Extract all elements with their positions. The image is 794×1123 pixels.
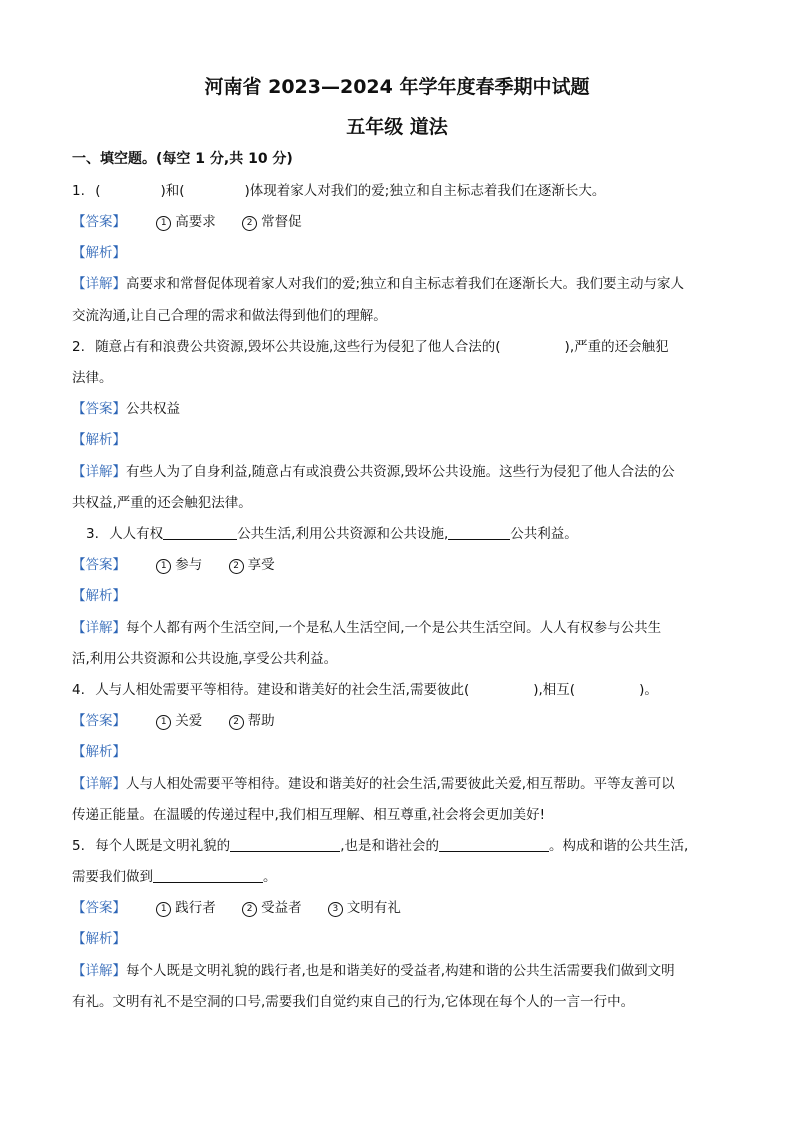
- question-5-cont: 需要我们做到 。: [72, 869, 277, 885]
- circled-number: 1: [156, 216, 171, 231]
- answer-underline: [448, 525, 510, 540]
- analysis-label: 【解析】: [72, 432, 126, 448]
- page-title: 河南省 2023—2024 年学年度春季期中试题: [204, 76, 590, 98]
- circled-number: 1: [156, 902, 171, 917]
- answer-item: 1 践行者: [156, 899, 216, 917]
- question-5: 5. 每个人既是文明礼貌的 ,也是和谐社会的 。构成和谐的公共生活,: [72, 838, 689, 854]
- question-2-cont: 法律。: [72, 370, 113, 386]
- answer-item: 2 享受: [229, 556, 275, 574]
- detail-line: 交流沟通,让自己合理的需求和做法得到他们的理解。: [72, 308, 387, 324]
- answer-row: [72, 213, 302, 231]
- circled-number: 1: [156, 559, 171, 574]
- answer-item: 2 受益者: [242, 899, 302, 917]
- answer-row: [72, 556, 275, 574]
- answer-label: 【答案】: [72, 214, 126, 230]
- detail-line: 【详解】每个人既是文明礼貌的践行者,也是和谐美好的受益者,构建和谐的公共生活需要我们做到文明: [72, 963, 675, 979]
- detail-line: 【详解】每个人都有两个生活空间,一个是私人生活空间,一个是公共生活空间。人人有权参与公共生: [72, 620, 662, 636]
- analysis-label: 【解析】: [72, 245, 126, 261]
- circled-number: 1: [156, 715, 171, 730]
- answer-label: 【答案】: [72, 900, 126, 916]
- answer-item: 2 常督促: [242, 213, 302, 231]
- answer-label: 【答案】: [72, 713, 126, 729]
- detail-line: 【详解】有些人为了自身利益,随意占有或浪费公共资源,毁坏公共设施。这些行为侵犯了他人合法的公: [72, 464, 675, 480]
- question-number: 2.: [72, 339, 85, 355]
- answer-item: 1 高要求: [156, 213, 216, 231]
- question-1: 1. ( )和( )体现着家人对我们的爱;独立和自主标志着我们在逐渐长大。: [72, 183, 606, 199]
- detail-line: 共权益,严重的还会触犯法律。: [72, 495, 252, 511]
- question-3: 3. 人人有权 公共生活,利用公共资源和公共设施, 公共利益。: [86, 526, 578, 542]
- analysis-label: 【解析】: [72, 931, 126, 947]
- answer-label: 【答案】: [72, 557, 126, 573]
- answer-row: [72, 712, 275, 730]
- answer-item: 2 帮助: [229, 712, 275, 730]
- question-number: 1.: [72, 183, 85, 199]
- answer-item: 3 文明有礼: [328, 899, 401, 917]
- analysis-label: 【解析】: [72, 588, 126, 604]
- detail-line: 【详解】人与人相处需要平等相待。建设和谐美好的社会生活,需要彼此关爱,相互帮助。平等友善可以: [72, 776, 675, 792]
- answer-underline: [230, 837, 340, 852]
- circled-number: 3: [328, 902, 343, 917]
- answer-underline: [163, 525, 237, 540]
- answer-item: 1 关爱: [156, 712, 202, 730]
- question-number: 3.: [86, 526, 99, 542]
- answer-item: 1 参与: [156, 556, 202, 574]
- circled-number: 2: [242, 902, 257, 917]
- detail-line: 活,利用公共资源和公共设施,享受公共利益。: [72, 651, 338, 667]
- answer-underline: [153, 868, 263, 883]
- question-number: 5.: [72, 838, 85, 854]
- circled-number: 2: [229, 559, 244, 574]
- section-heading: 一、填空题。(每空 1 分,共 10 分): [72, 151, 293, 167]
- answer-underline: [439, 837, 549, 852]
- answer-label: 【答案】: [72, 401, 126, 417]
- analysis-label: 【解析】: [72, 744, 126, 760]
- circled-number: 2: [242, 216, 257, 231]
- detail-line: 传递正能量。在温暖的传递过程中,我们相互理解、相互尊重,社会将会更加美好!: [72, 807, 545, 823]
- detail-line: 【详解】高要求和常督促体现着家人对我们的爱;独立和自主标志着我们在逐渐长大。我们要主动与家人: [72, 276, 685, 292]
- answer-row: [72, 899, 401, 917]
- page-subtitle: 五年级 道法: [346, 116, 448, 138]
- question-number: 4.: [72, 682, 85, 698]
- answer-row: 【答案】公共权益: [72, 401, 180, 417]
- question-4: 4. 人与人相处需要平等相待。建设和谐美好的社会生活,需要彼此( ),相互( )。: [72, 682, 658, 698]
- detail-line: 有礼。文明有礼不是空洞的口号,需要我们自觉约束自己的行为,它体现在每个人的一言一行中。: [72, 994, 635, 1010]
- circled-number: 2: [229, 715, 244, 730]
- question-2: 2. 随意占有和浪费公共资源,毁坏公共设施,这些行为侵犯了他人合法的( ),严重的还会触犯: [72, 339, 669, 355]
